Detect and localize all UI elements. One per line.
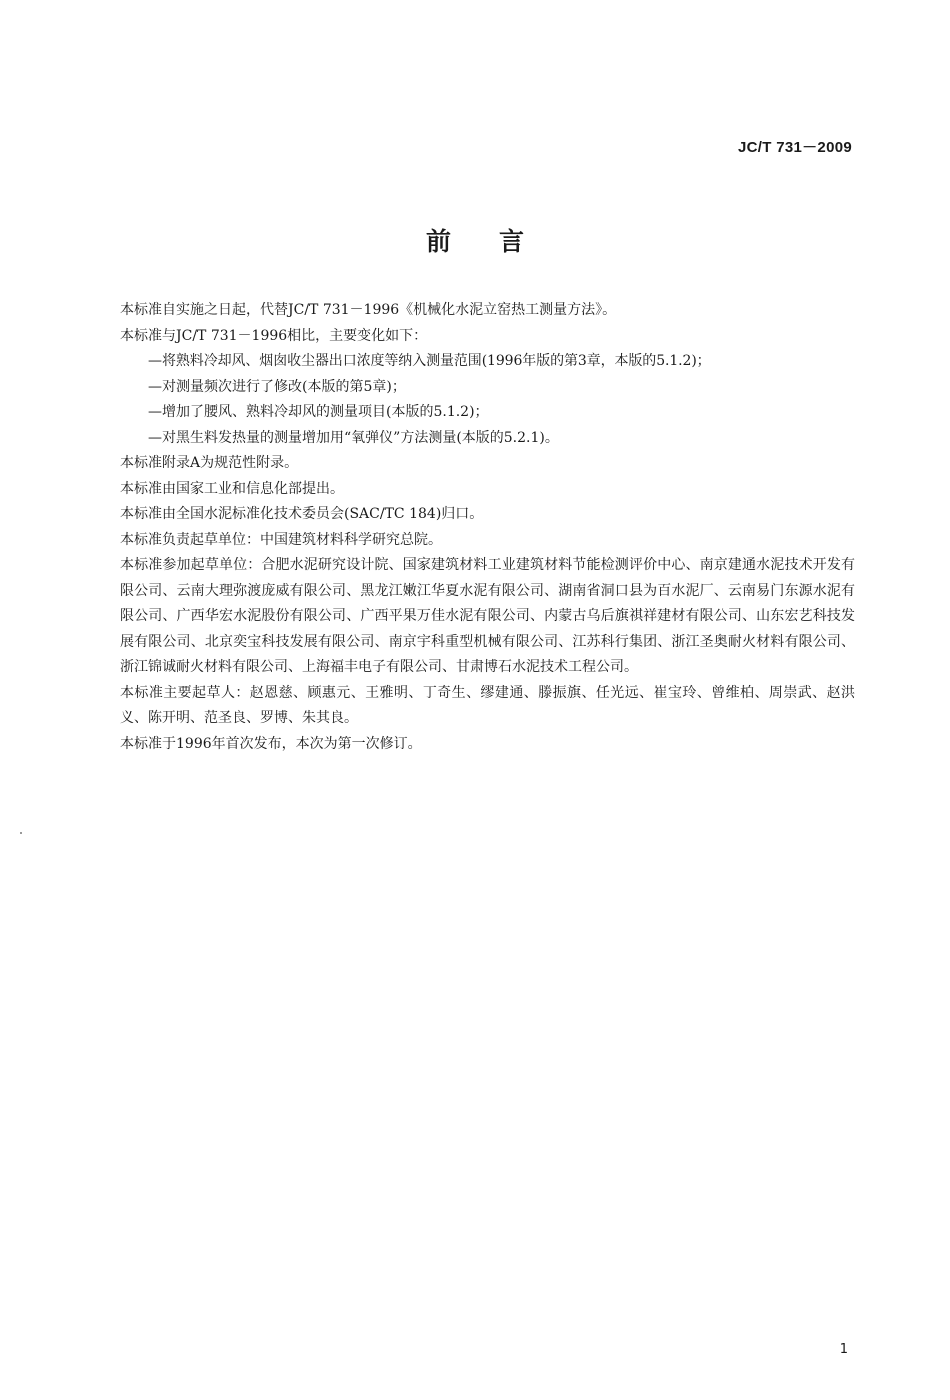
change-item-text: 将熟料冷却风、烟囱收尘器出口浓度等纳入测量范围(1996年版的第3章，本版的5.1.2)； <box>162 353 711 369</box>
change-item-text: 增加了腰风、熟料冷却风的测量项目(本版的5.1.2)； <box>162 404 489 420</box>
scan-speck <box>20 832 22 834</box>
paragraph-appendix: 本标准附录A为规范性附录。 <box>120 455 299 471</box>
change-item-2: —对测量频次进行了修改(本版的第5章)； <box>148 378 406 395</box>
paragraph-main-drafters: 本标准主要起草人：赵恩慈、顾惠元、王雅明、丁奇生、缪建通、滕振旗、任光远、崔宝玲、曾维柏、周崇武、赵洪义、陈开明、范圣良、罗博、朱其良。 <box>120 684 855 726</box>
change-item-3: —增加了腰风、熟料冷却风的测量项目(本版的5.1.2)； <box>148 404 489 420</box>
paragraph-text: 本标准自实施之日起，代替JC/T 731－1996《机械化水泥立窑热工测量方法》。 <box>120 302 617 318</box>
paragraph-committee: 本标准由全国水泥标准化技术委员会(SAC/TC 184)归口。 <box>120 506 484 522</box>
paragraph-replacement <box>120 298 855 324</box>
paragraph-participating-drafters: 本标准参加起草单位：合肥水泥研究设计院、国家建筑材料工业建筑材料节能检测评价中心、南京建通水泥技术开发有限公司、云南大理弥渡庞威有限公司、黑龙江嫩江华夏水泥有限公司、湖南省洞口县为百水泥厂、云南易门东源水泥有限公司、广西华宏水泥股份有限公司、广西平果万佳水泥有限公司、内蒙古乌后旗祺祥建材有限公司、山东宏艺科技发展有限公司、北京奕宝科技发展有限公司、南京宇科重型机械有限公司、江苏科行集团、浙江圣奥耐火材料有限公司、浙江锦诚耐火材料有限公司、上海福丰电子有限公司、甘肃博石水泥技术工程公司。 <box>120 557 855 675</box>
paragraph-proposer: 本标准由国家工业和信息化部提出。 <box>120 480 344 497</box>
page-number: 1 <box>839 1342 848 1357</box>
paragraph-lead-drafter: 本标准负责起草单位：中国建筑材料科学研究总院。 <box>120 531 442 548</box>
standard-code: JC/T 731－2009 <box>738 139 852 156</box>
change-item-text: 对测量频次进行了修改(本版的第5章)； <box>162 378 406 395</box>
paragraph-history: 本标准于1996年首次发布，本次为第一次修订。 <box>120 735 422 752</box>
change-item-1: —将熟料冷却风、烟囱收尘器出口浓度等纳入测量范围(1996年版的第3章，本版的5.1.2)； <box>148 353 711 369</box>
paragraph-changes-intro: 本标准与JC/T 731－1996相比，主要变化如下： <box>120 327 428 344</box>
page-title: 前言 <box>425 227 572 256</box>
change-item-4: —对黑生料发热量的测量增加用“氧弹仪”方法测量(本版的5.2.1)。 <box>148 429 559 446</box>
foreword-body <box>120 298 855 757</box>
change-item-text: 对黑生料发热量的测量增加用“氧弹仪”方法测量(本版的5.2.1)。 <box>162 429 559 446</box>
